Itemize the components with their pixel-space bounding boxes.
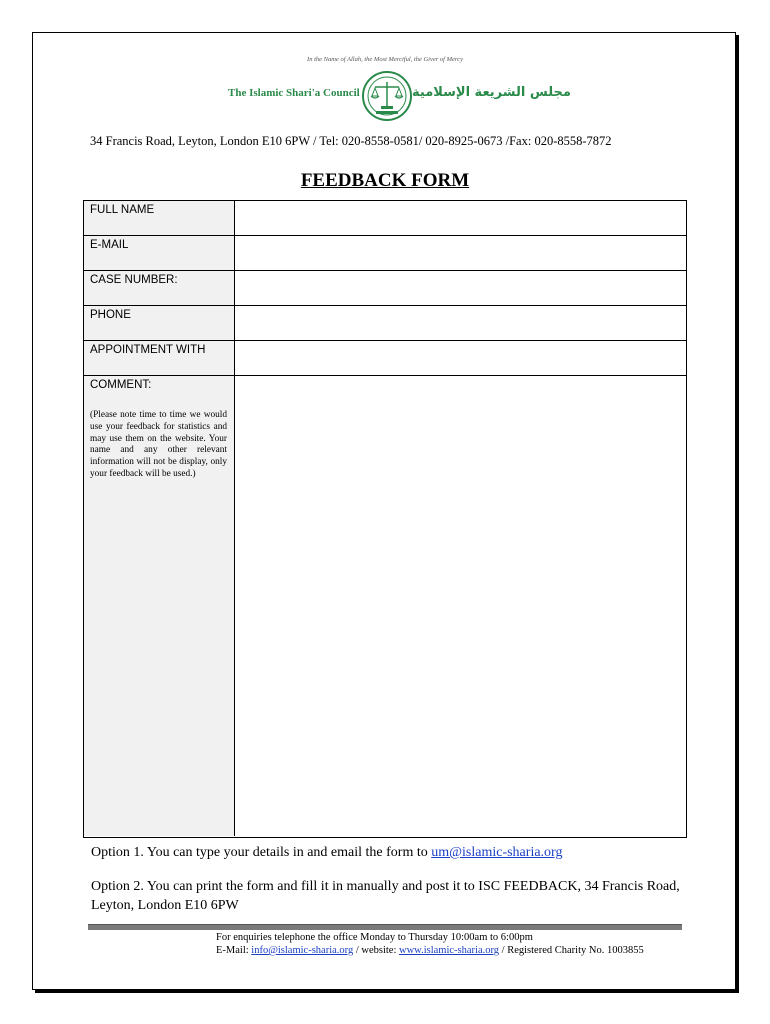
contact-address: 34 Francis Road, Leyton, London E10 6PW / Tel: 020-8558-0581/ 020-8925-0673 /Fax: 020-8558-7872 bbox=[90, 134, 612, 148]
case-number-label: CASE NUMBER: bbox=[84, 271, 235, 306]
footer-website-label: / website: bbox=[353, 945, 400, 956]
footer-charity-number: / Registered Charity No. 1003855 bbox=[499, 945, 644, 956]
footer-email-link[interactable]: info@islamic-sharia.org bbox=[251, 945, 354, 956]
logo-english-text: The Islamic Shari'a Council bbox=[228, 87, 360, 99]
case-number-field[interactable] bbox=[235, 271, 686, 306]
bismillah-text: In the Name of Allah, the Most Merciful, the Giver of Mercy bbox=[307, 56, 463, 63]
email-label: E-MAIL bbox=[84, 236, 235, 271]
phone-label: PHONE bbox=[84, 306, 235, 341]
council-logo bbox=[222, 66, 571, 128]
option-1-text: Option 1. You can type your details in and email the form to bbox=[91, 845, 432, 860]
logo-arabic-text: مجلس الشريعة الإسلامية bbox=[412, 85, 571, 100]
comment-note: (Please note time to time we would use your feedback for statistics and may use them on the website. Your name and any other relevant information will not be display, only your feedback will be used.) bbox=[90, 410, 227, 479]
phone-field[interactable] bbox=[235, 306, 686, 341]
comment-field[interactable] bbox=[235, 376, 686, 836]
full-name-field[interactable] bbox=[235, 201, 686, 236]
option-1-email-link[interactable]: um@islamic-sharia.org bbox=[431, 845, 563, 860]
form-title: FEEDBACK FORM bbox=[300, 170, 470, 191]
comment-label: COMMENT: bbox=[90, 379, 152, 391]
comment-label-cell bbox=[84, 376, 235, 836]
footer-website-link[interactable]: www.islamic-sharia.org bbox=[399, 945, 500, 956]
footer-contacts bbox=[216, 945, 644, 956]
footer-email-label: E-Mail: bbox=[216, 945, 252, 956]
appointment-with-field[interactable] bbox=[235, 341, 686, 376]
scales-emblem-icon bbox=[362, 68, 412, 124]
footer-divider bbox=[88, 924, 682, 930]
feedback-form-table bbox=[83, 200, 687, 838]
appointment-with-label: APPOINTMENT WITH bbox=[84, 341, 235, 376]
option-2-text: Option 2. You can print the form and fill it in manually and post it to ISC FEEDBACK, 34 Francis Road, Leyton, London E10 6PW bbox=[91, 879, 680, 913]
option-1 bbox=[91, 845, 562, 861]
footer-enquiries: For enquiries telephone the office Monday to Thursday 10:00am to 6:00pm bbox=[216, 932, 533, 943]
full-name-label: FULL NAME bbox=[84, 201, 235, 236]
email-field[interactable] bbox=[235, 236, 686, 271]
